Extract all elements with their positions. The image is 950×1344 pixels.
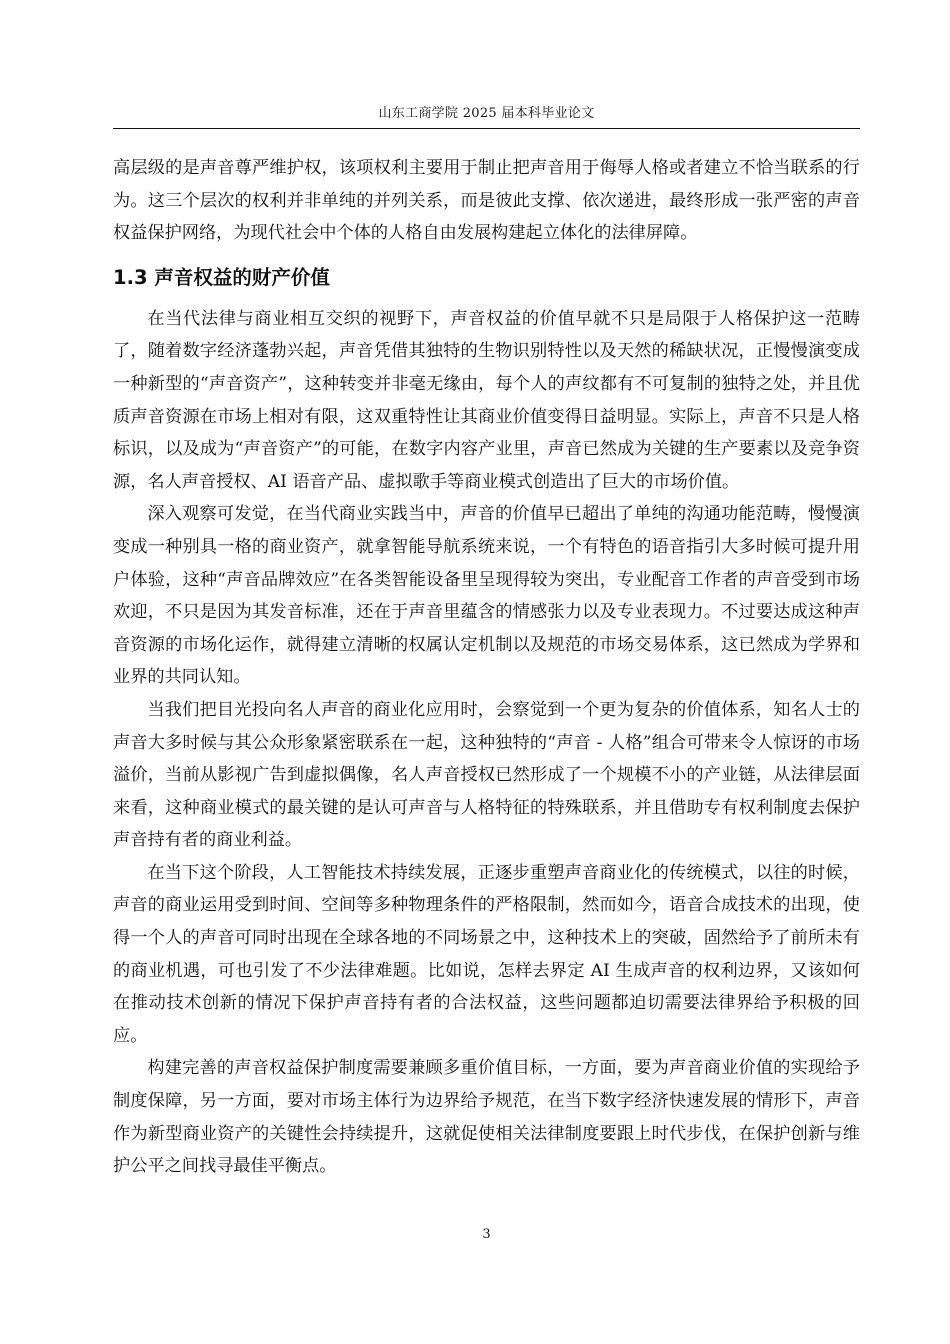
paragraph: 构建完善的声音权益保护制度需要兼顾多重价值目标，一方面，要为声音商业价值的实现给予制度保障，另一方面，要对市场主体行为边界给予规范，在当下数字经济快速发展的情形下，声音作为新型商业资产的关键性会持续提升，这就促使相关法律制度要跟上时代步伐，在保护创新与维护公平之间找寻最佳平衡点。 bbox=[113, 1058, 860, 1177]
continued-paragraph: 高层级的是声音尊严维护权，该项权利主要用于制止把声音用于侮辱人格或者建立不恰当联系的行为。这三个层次的权利并非单纯的并列关系，而是彼此支撑、依次递进，最终形成一张严密的声音权益保护网络，为现代社会中个体的人格自由发展构建起立体化的法律屏障。 bbox=[113, 158, 860, 244]
paragraph: 在当下这个阶段，人工智能技术持续发展，正逐步重塑声音商业化的传统模式，以往的时候，声音的商业运用受到时间、空间等多种物理条件的严格限制，然而如今，语音合成技术的出现，使得一个人的声音可同时出现在全球各地的不同场景之中，这种技术上的突破，固然给予了前所未有的商业机遇，可也引发了不少法律难题。比如说，怎样去界定 AI 生成声音的权利边界，又该如何在推动技术创新的情况下保护声音持有者的合法权益，这些问题都迫切需要法律界给予积极的回应。 bbox=[113, 862, 860, 1046]
header-divider bbox=[113, 128, 860, 129]
paragraph: 深入观察可发觉，在当代商业实践当中，声音的价值早已超出了单纯的沟通功能范畴，慢慢演变成一种别具一格的商业资产，就拿智能导航系统来说，一个有特色的语音指引大多时候可提升用户体验，这种“声音品牌效应”在各类智能设备里呈现得较为突出，专业配音工作者的声音受到市场欢迎，不只是因为其发音标准，还在于声音里蕴含的情感张力以及专业表现力。不过要达成这种声音资源的市场化运作，就得建立清晰的权属认定机制以及规范的市场交易体系，这已然成为学界和业界的共同认知。 bbox=[113, 504, 860, 688]
running-header: 山东工商学院 2025 届本科毕业论文 bbox=[378, 106, 595, 121]
page-number: 3 bbox=[482, 1227, 491, 1242]
paragraph: 在当代法律与商业相互交织的视野下，声音权益的价值早就不只是局限于人格保护这一范畴了，随着数字经济蓬勃兴起，声音凭借其独特的生物识别特性以及天然的稀缺状况，正慢慢演变成一种新型的“声音资产”，这种转变并非毫无缘由，每个人的声纹都有不可复制的独特之处，并且优质声音资源在市场上相对有限，这双重特性让其商业价值变得日益明显。实际上，声音不只是人格标识，以及成为“声音资产”的可能，在数字内容产业里，声音已然成为关键的生产要素以及竞争资源，名人声音授权、AI 语音产品、虚拟歌手等商业模式创造出了巨大的市场价值。 bbox=[113, 308, 860, 492]
body-text bbox=[113, 152, 860, 1183]
paragraph: 当我们把目光投向名人声音的商业化应用时，会察觉到一个更为复杂的价值体系，知名人士的声音大多时候与其公众形象紧密联系在一起，这种独特的“声音 - 人格”组合可带来令人惊讶的市场溢价，当前从影视广告到虚拟偶像，名人声音授权已然形成了一个规模不小的产业链，从法律层面来看，这种商业模式的最关键的是认可声音与人格特征的特殊联系，并且借助专有权利制度去保护声音持有者的商业利益。 bbox=[113, 699, 860, 851]
section-heading: 1.3 声音权益的财产价值 bbox=[113, 265, 330, 289]
